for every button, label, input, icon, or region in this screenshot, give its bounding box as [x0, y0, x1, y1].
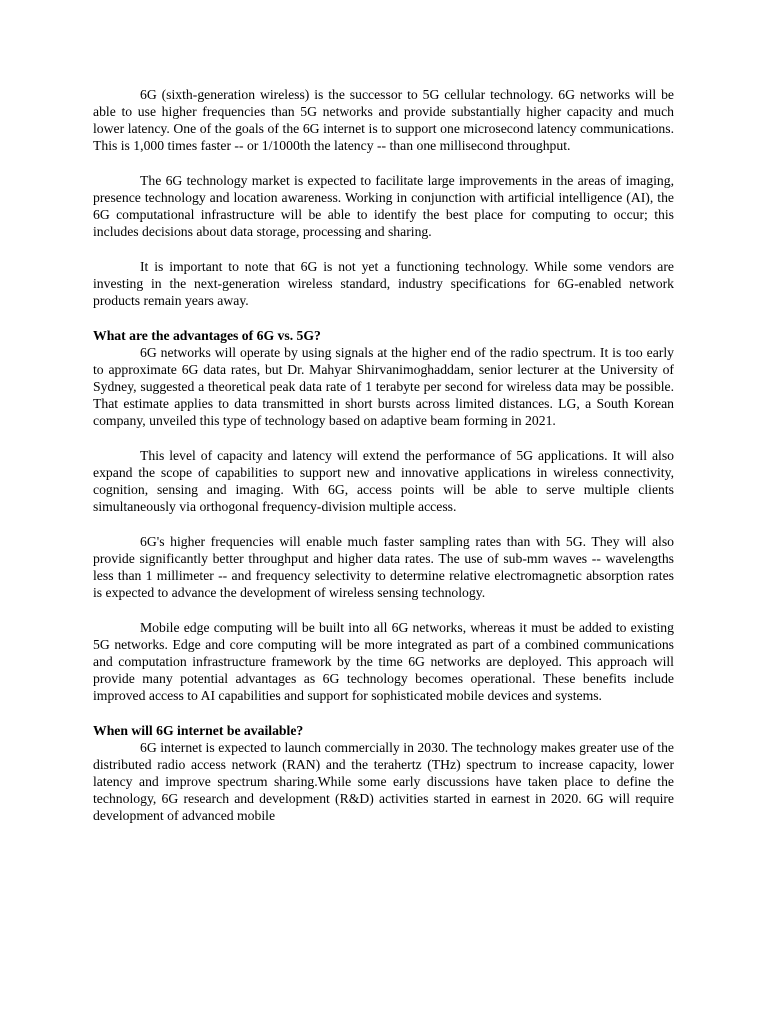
- heading-advantages: What are the advantages of 6G vs. 5G?: [93, 328, 321, 343]
- paragraph-launch: 6G internet is expected to launch commercially in 2030. The technology makes greater use of the distributed radio access network (RAN) and the terahertz (THz) spectrum to increase capacity, lower latency and improve spectrum sharing.While some early discussions have taken place to define the technology, 6G research and development (R&D) activities started in earnest in 2020. 6G will require development of advanced mobile: [93, 740, 674, 823]
- paragraph-intro: 6G (sixth-generation wireless) is the successor to 5G cellular technology. 6G networks will be able to use higher frequencies than 5G networks and provide substantially higher capacity and much lower latency. One of the goals of the 6G internet is to support one microsecond latency communications. This is 1,000 times faster -- or 1/1000th the latency -- than one millisecond throughput.: [93, 87, 674, 153]
- paragraph-higher-frequencies: 6G's higher frequencies will enable much faster sampling rates than with 5G. They will also provide significantly better throughput and higher data rates. The use of sub-mm waves -- wavelengths less than 1 millimeter -- and frequency selectivity to determine relative electromagnetic absorption rates is expected to advance the development of wireless sensing technology.: [93, 534, 674, 600]
- heading-availability: When will 6G internet be available?: [93, 723, 304, 738]
- document-page: [93, 86, 674, 842]
- paragraph-capacity-latency: This level of capacity and latency will extend the performance of 5G applications. It will also expand the scope of capabilities to support new and innovative applications in wireless connectivity, cognition, sensing and imaging. With 6G, access points will be able to serve multiple clients simultaneously via orthogonal frequency-division multiple access.: [93, 448, 674, 514]
- paragraph-not-functioning: It is important to note that 6G is not yet a functioning technology. While some vendors are investing in the next-generation wireless standard, industry specifications for 6G-enabled network products remain years away.: [93, 259, 674, 308]
- paragraph-edge-computing: Mobile edge computing will be built into all 6G networks, whereas it must be added to existing 5G networks. Edge and core computing will be more integrated as part of a combined communications and computation infrastructure framework by the time 6G networks are deployed. This approach will provide many potential advantages as 6G technology becomes operational. These benefits include improved access to AI capabilities and support for sophisticated mobile devices and systems.: [93, 620, 674, 703]
- paragraph-market: The 6G technology market is expected to facilitate large improvements in the areas of imaging, presence technology and location awareness. Working in conjunction with artificial intelligence (AI), the 6G computational infrastructure will be able to identify the best place for computing to occur; this includes decisions about data storage, processing and sharing.: [93, 173, 674, 239]
- paragraph-radio-spectrum: 6G networks will operate by using signals at the higher end of the radio spectrum. It is too early to approximate 6G data rates, but Dr. Mahyar Shirvanimoghaddam, senior lecturer at the University of Sydney, suggested a theoretical peak data rate of 1 terabyte per second for wireless data may be possible. That estimate applies to data transmitted in short bursts across limited distances. LG, a South Korean company, unveiled this type of technology based on adaptive beam forming in 2021.: [93, 345, 674, 428]
